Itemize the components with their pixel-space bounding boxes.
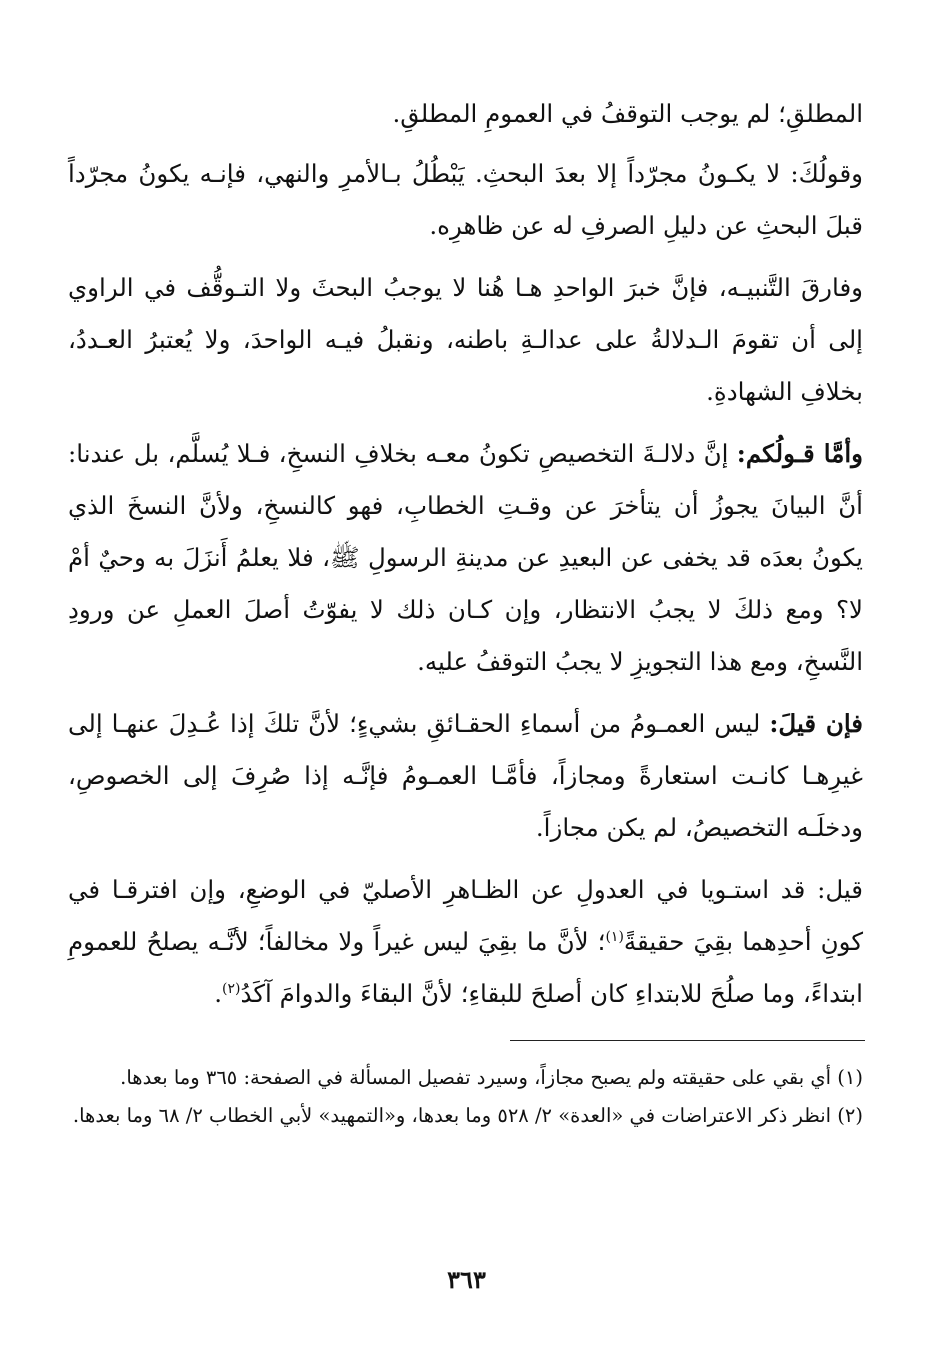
paragraph-text-cont: ؛ لأنَّ ما بقِيَ ليس غيراً ولا مخالفاً؛ لأنَّـه يصلحُ للعمومِ ابتداءً، وما صلُحَ للابتداءِ كان أصلحَ للبقاءِ؛ لأنَّ البقاءَ والدوامَ آكَدُ: [68, 927, 863, 1008]
paragraph-5: [68, 698, 863, 854]
footnote-ref-2[interactable]: (٢): [222, 980, 241, 997]
footnote-2: (٢) انظر ذكر الاعتراضات في «العدة» ٢/ ٥٢٨ وما بعدها، و«التمهيد» لأبي الخطاب ٢/ ٦٨ وما بعدها.: [72, 1104, 863, 1127]
paragraph-lead: وأمَّا قـولُكم:: [736, 439, 863, 468]
paragraph-1: [68, 88, 863, 140]
paragraph-4: [68, 428, 863, 688]
footnote-1: (١) أي بقي على حقيقته ولم يصبح مجازاً، وسيرد تفصيل المسألة في الصفحة: ٣٦٥ وما بعدها.: [120, 1066, 863, 1089]
paragraph-3: [68, 262, 863, 418]
paragraph-text-end: .: [214, 979, 222, 1008]
page-number: ٣٦٣: [447, 1265, 486, 1294]
paragraph-text: قيل: قد استـويا في العدولِ عن الظـاهرِ الأصليّ في الوضعِ، وإن افترقـا في كونِ أحدِهما بقِيَ حقيقةً: [68, 875, 863, 956]
main-text: [68, 88, 863, 1030]
paragraph-text: وفارقَ التَّنبيـه، فإنَّ خبرَ الواحدِ هـا هُنا لا يوجبُ البحثَ ولا التـوقُّف في الراوي إلى أن تقومَ الـدلالةُ على عدالـةِ باطنه، ونقبلُ فيـه الواحدَ، ولا يُعتبرُ العـددُ، بخلافِ الشهادةِ.: [68, 273, 863, 406]
paragraph-2: [68, 148, 863, 252]
paragraph-lead: فإن قيلَ:: [769, 709, 863, 738]
footnote-ref-1[interactable]: (١): [605, 928, 624, 945]
footnote-separator: [510, 1040, 865, 1041]
paragraph-6: [68, 864, 863, 1020]
paragraph-text: وقولُكَ: لا يكـونُ مجرّداً إلا بعدَ البحثِ. يَبْطُلُ بـالأمرِ والنهي، فإنـه يكونُ مجرّداً قبلَ البحثِ عن دليلِ الصرفِ له عن ظاهرِه.: [68, 159, 863, 240]
footnotes: [68, 1060, 863, 1136]
paragraph-text: إنَّ دلالـةَ التخصيصِ تكونُ معـه بخلافِ النسخِ، فـلا يُسلَّم، بل عندنا: أنَّ البيانَ يجوزُ أن يتأخرَ عن وقـتِ الخطابِ، فهو كالنسخِ، ولأنَّ النسخَ الذي يكونُ بعدَه قد يخفى عن البعيدِ عن مدينةِ الرسولِ ﷺ، فلا يعلمُ أَنزَلَ به وحيٌ أمْ لا؟ ومع ذلكَ لا يجبُ الانتظار، وإن كـان ذلك لا يفوّتُ أصلَ العملِ عن ورودِ النَّسخِ، ومع هذا التجويزِ لا يجبُ التوقفُ عليه.: [68, 439, 863, 676]
paragraph-text: المطلقِ؛ لم يوجب التوقفُ في العمومِ المطلقِ.: [392, 99, 863, 128]
paragraph-text: ليس العمـومُ من أسماءِ الحقـائقِ بشيءٍ؛ لأنَّ تلكَ إذا عُـدِلَ عنهـا إلى غيرِهـا كانـت استعارةً ومجازاً، فأمَّـا العمـومُ فإنَّـه إذا صُرِفَ إلى الخصوصِ، ودخلَـه التخصيصُ، لم يكن مجازاً.: [68, 709, 863, 842]
